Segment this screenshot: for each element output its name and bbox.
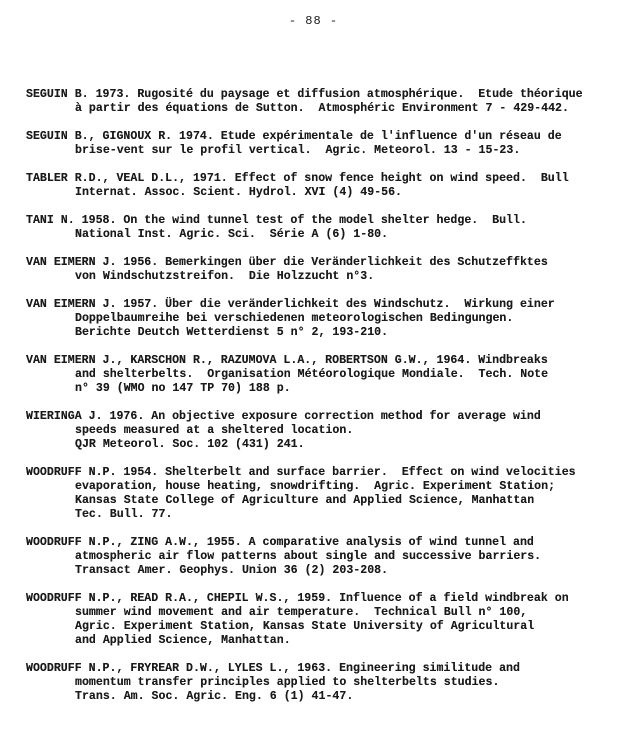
reference-line: and Applied Science, Manhattan. (75, 634, 291, 647)
reference-first-line: VAN EIMERN J. 1957. Über die veränderlichkeit des Windschutz. Wirkung einer (26, 298, 555, 311)
reference-line: and shelterbelts. Organisation Météorologique Mondiale. Tech. Note (75, 368, 549, 381)
reference-entry (26, 256, 616, 284)
reference-line: Trans. Am. Soc. Agric. Eng. 6 (1) 41-47. (75, 690, 354, 703)
reference-list (26, 88, 616, 718)
reference-entry (26, 214, 616, 242)
reference-entry (26, 410, 616, 452)
reference-line: atmospheric air flow patterns about single and successive barriers. (75, 550, 542, 563)
reference-line: Tec. Bull. 77. (75, 508, 173, 521)
reference-entry (26, 298, 616, 340)
reference-line: evaporation, house heating, snowdrifting. Agric. Experiment Station; (75, 480, 556, 493)
reference-line: National Inst. Agric. Sci. Série A (6) 1-80. (75, 228, 389, 241)
reference-line: Kansas State College of Agriculture and Applied Science, Manhattan (75, 494, 535, 507)
reference-entry (26, 172, 616, 200)
reference-entry (26, 466, 616, 522)
reference-line: momentum transfer principles applied to shelterbelts studies. (75, 676, 500, 689)
reference-line: QJR Meteorol. Soc. 102 (431) 241. (75, 438, 305, 451)
reference-line: Berichte Deutch Wetterdienst 5 n° 2, 193-210. (75, 326, 389, 339)
reference-entry (26, 88, 616, 116)
reference-line: Agric. Experiment Station, Kansas State University of Agricultural (75, 620, 535, 633)
reference-first-line: WIERINGA J. 1976. An objective exposure correction method for average wind (26, 410, 541, 423)
reference-first-line: TABLER R.D., VEAL D.L., 1971. Effect of snow fence height on wind speed. Bull (26, 172, 569, 185)
reference-first-line: WOODRUFF N.P., FRYREAR D.W., LYLES L., 1963. Engineering similitude and (26, 662, 520, 675)
reference-entry (26, 536, 616, 578)
reference-first-line: SEGUIN B., GIGNOUX R. 1974. Etude expérimentale de l'influence d'un réseau de (26, 130, 562, 143)
reference-first-line: SEGUIN B. 1973. Rugosité du paysage et diffusion atmosphérique. Etude théorique (26, 88, 583, 101)
reference-entry (26, 354, 616, 396)
reference-entry (26, 662, 616, 704)
reference-entry (26, 592, 616, 648)
reference-line: summer wind movement and air temperature. Technical Bull n° 100, (75, 606, 528, 619)
reference-line: brise-vent sur le profil vertical. Agric. Meteorol. 13 - 15-23. (75, 144, 521, 157)
reference-line: Doppelbaumreihe bei verschiedenen meteorologischen Bedingungen. (75, 312, 514, 325)
reference-line: Transact Amer. Geophys. Union 36 (2) 203-208. (75, 564, 389, 577)
reference-entry (26, 130, 616, 158)
reference-first-line: TANI N. 1958. On the wind tunnel test of the model shelter hedge. Bull. (26, 214, 527, 227)
reference-first-line: WOODRUFF N.P. 1954. Shelterbelt and surface barrier. Effect on wind velocities (26, 466, 576, 479)
reference-first-line: VAN EIMERN J., KARSCHON R., RAZUMOVA L.A., ROBERTSON G.W., 1964. Windbreaks (26, 354, 548, 367)
reference-line: n° 39 (WMO no 147 TP 70) 188 p. (75, 382, 291, 395)
reference-line: Internat. Assoc. Scient. Hydrol. XVI (4) 49-56. (75, 186, 402, 199)
reference-line: à partir des équations de Sutton. Atmosphéric Environment 7 - 429-442. (75, 102, 569, 115)
reference-first-line: WOODRUFF N.P., READ R.A., CHEPIL W.S., 1959. Influence of a field windbreak on (26, 592, 569, 605)
reference-first-line: VAN EIMERN J. 1956. Bemerkingen über die Veränderlichkeit des Schutzeffktes (26, 256, 548, 269)
reference-line: speeds measured at a sheltered location. (75, 424, 354, 437)
reference-line: von Windschutzstreifon. Die Holzzucht n°3. (75, 270, 375, 283)
reference-first-line: WOODRUFF N.P., ZING A.W., 1955. A comparative analysis of wind tunnel and (26, 536, 534, 549)
page-number: - 88 - (288, 14, 339, 28)
